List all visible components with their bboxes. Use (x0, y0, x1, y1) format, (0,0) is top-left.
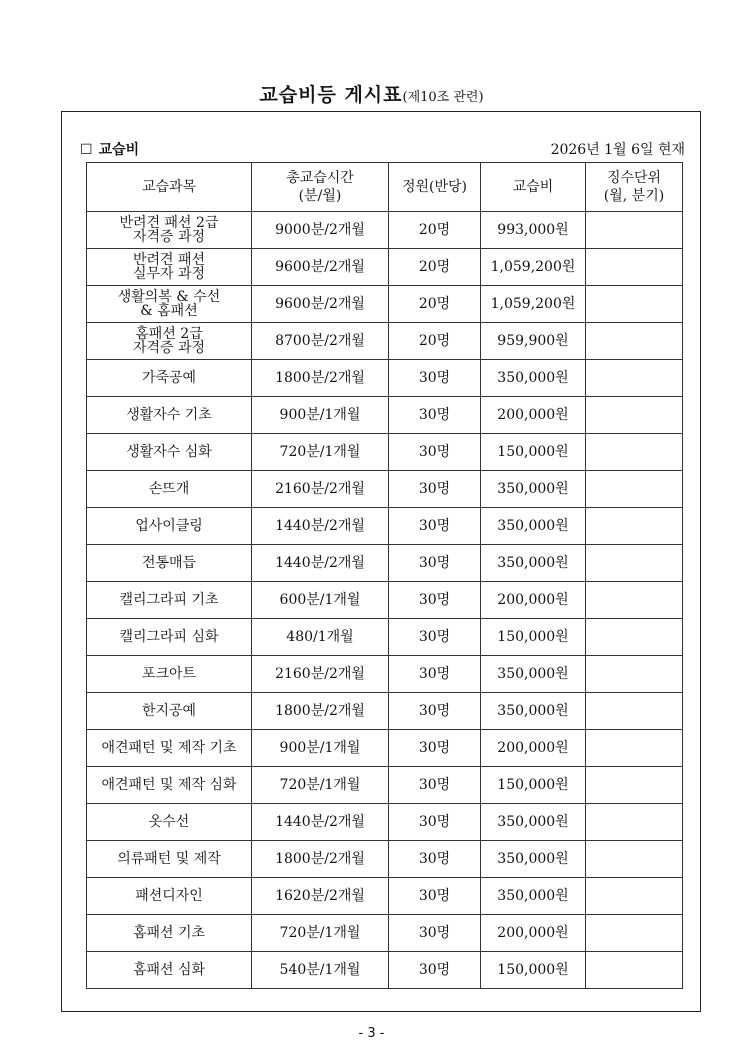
cell-total-time: 540분/1개월 (252, 952, 389, 989)
table-row (87, 841, 683, 878)
cell-fee: 350,000원 (481, 545, 586, 582)
table-row (87, 286, 683, 323)
cell-unit (586, 804, 683, 841)
cell-total-time: 720분/1개월 (252, 767, 389, 804)
title-main: 교습비등 게시표 (259, 84, 403, 106)
cell-capacity: 30명 (389, 878, 481, 915)
cell-total-time: 480/1개월 (252, 619, 389, 656)
header-unit-line1: 징수단위 (606, 170, 662, 186)
cell-capacity: 30명 (389, 582, 481, 619)
cell-unit (586, 952, 683, 989)
as-of-date: 2026년 1월 6일 현재 (550, 142, 685, 158)
cell-course: 옷수선 (87, 804, 252, 841)
cell-capacity: 30명 (389, 656, 481, 693)
cell-course: 홈패션 2급 자격증 과정 (87, 323, 252, 360)
table-row (87, 323, 683, 360)
title-sub: (제10조 관련) (402, 90, 484, 105)
cell-capacity: 30명 (389, 841, 481, 878)
table-row (87, 397, 683, 434)
table-row (87, 693, 683, 730)
table-row (87, 212, 683, 249)
cell-capacity: 30명 (389, 730, 481, 767)
header-course: 교습과목 (87, 163, 252, 212)
table-header-row (87, 163, 683, 212)
cell-unit (586, 582, 683, 619)
cell-capacity: 30명 (389, 434, 481, 471)
page-number: - 3 - (358, 1026, 385, 1041)
cell-total-time: 9600분/2개월 (252, 286, 389, 323)
cell-capacity: 30명 (389, 508, 481, 545)
table-row (87, 952, 683, 989)
cell-total-time: 1440분/2개월 (252, 545, 389, 582)
table-row (87, 804, 683, 841)
cell-unit (586, 212, 683, 249)
cell-unit (586, 915, 683, 952)
cell-total-time: 600분/1개월 (252, 582, 389, 619)
cell-course: 생활자수 기초 (87, 397, 252, 434)
cell-course: 애견패턴 및 제작 기초 (87, 730, 252, 767)
cell-total-time: 1620분/2개월 (252, 878, 389, 915)
table-row (87, 471, 683, 508)
cell-unit (586, 397, 683, 434)
cell-capacity: 30명 (389, 952, 481, 989)
cell-fee: 1,059,200원 (481, 286, 586, 323)
cell-unit (586, 360, 683, 397)
cell-fee: 150,000원 (481, 767, 586, 804)
cell-fee: 150,000원 (481, 619, 586, 656)
cell-capacity: 20명 (389, 323, 481, 360)
cell-unit (586, 767, 683, 804)
cell-fee: 350,000원 (481, 693, 586, 730)
cell-unit (586, 249, 683, 286)
cell-fee: 993,000원 (481, 212, 586, 249)
cell-capacity: 20명 (389, 286, 481, 323)
cell-total-time: 1440분/2개월 (252, 508, 389, 545)
table-row (87, 434, 683, 471)
cell-fee: 200,000원 (481, 397, 586, 434)
cell-total-time: 1800분/2개월 (252, 693, 389, 730)
cell-total-time: 9000분/2개월 (252, 212, 389, 249)
cell-capacity: 30명 (389, 619, 481, 656)
table-row (87, 619, 683, 656)
cell-capacity: 20명 (389, 212, 481, 249)
document-title (0, 80, 743, 107)
cell-fee: 350,000원 (481, 804, 586, 841)
header-unit-line2: (월, 분기) (603, 188, 665, 204)
cell-fee: 150,000원 (481, 434, 586, 471)
header-total-time (252, 163, 389, 212)
cell-capacity: 30명 (389, 545, 481, 582)
cell-fee: 1,059,200원 (481, 249, 586, 286)
checkbox-icon: ☐ (80, 142, 93, 158)
cell-unit (586, 545, 683, 582)
cell-course: 캘리그라피 심화 (87, 619, 252, 656)
table-row (87, 915, 683, 952)
cell-fee: 350,000원 (481, 508, 586, 545)
section-heading-label: 교습비 (98, 142, 140, 158)
cell-fee: 350,000원 (481, 878, 586, 915)
cell-total-time: 1800분/2개월 (252, 360, 389, 397)
header-unit (586, 163, 683, 212)
cell-course: 생활의복 & 수선 & 홈패션 (87, 286, 252, 323)
cell-course: 반려견 패션 실무자 과정 (87, 249, 252, 286)
header-capacity: 정원(반당) (389, 163, 481, 212)
cell-capacity: 20명 (389, 249, 481, 286)
cell-total-time: 1800분/2개월 (252, 841, 389, 878)
table-row (87, 582, 683, 619)
cell-fee: 959,900원 (481, 323, 586, 360)
cell-unit (586, 323, 683, 360)
cell-course: 손뜨개 (87, 471, 252, 508)
table-row (87, 767, 683, 804)
header-total-time-line2: (분/월) (298, 188, 342, 204)
cell-fee: 200,000원 (481, 730, 586, 767)
fee-table (86, 162, 683, 989)
cell-total-time: 8700분/2개월 (252, 323, 389, 360)
cell-total-time: 1440분/2개월 (252, 804, 389, 841)
cell-unit (586, 841, 683, 878)
cell-course: 생활자수 심화 (87, 434, 252, 471)
table-row (87, 656, 683, 693)
cell-total-time: 2160분/2개월 (252, 471, 389, 508)
cell-capacity: 30명 (389, 397, 481, 434)
cell-unit (586, 286, 683, 323)
cell-total-time: 900분/1개월 (252, 397, 389, 434)
header-fee: 교습비 (481, 163, 586, 212)
cell-fee: 350,000원 (481, 656, 586, 693)
cell-course: 애견패턴 및 제작 심화 (87, 767, 252, 804)
cell-unit (586, 693, 683, 730)
table-row (87, 730, 683, 767)
table-body (87, 212, 683, 989)
cell-fee: 350,000원 (481, 841, 586, 878)
cell-fee: 150,000원 (481, 952, 586, 989)
cell-total-time: 2160분/2개월 (252, 656, 389, 693)
cell-unit (586, 730, 683, 767)
cell-capacity: 30명 (389, 471, 481, 508)
cell-course: 패션디자인 (87, 878, 252, 915)
cell-capacity: 30명 (389, 767, 481, 804)
cell-unit (586, 878, 683, 915)
cell-course: 캘리그라피 기초 (87, 582, 252, 619)
cell-capacity: 30명 (389, 915, 481, 952)
section-heading (80, 139, 139, 159)
cell-fee: 200,000원 (481, 915, 586, 952)
cell-course: 한지공예 (87, 693, 252, 730)
cell-unit (586, 656, 683, 693)
cell-course: 전통매듭 (87, 545, 252, 582)
header-total-time-line1: 총교습시간 (286, 170, 354, 186)
cell-capacity: 30명 (389, 804, 481, 841)
cell-unit (586, 471, 683, 508)
cell-course: 가죽공예 (87, 360, 252, 397)
cell-fee: 350,000원 (481, 471, 586, 508)
cell-total-time: 720분/1개월 (252, 915, 389, 952)
cell-course: 의류패턴 및 제작 (87, 841, 252, 878)
cell-total-time: 9600분/2개월 (252, 249, 389, 286)
table-row (87, 878, 683, 915)
cell-fee: 200,000원 (481, 582, 586, 619)
cell-capacity: 30명 (389, 693, 481, 730)
cell-course: 업사이클링 (87, 508, 252, 545)
cell-total-time: 720분/1개월 (252, 434, 389, 471)
cell-course: 반려견 패션 2급 자격증 과정 (87, 212, 252, 249)
cell-unit (586, 619, 683, 656)
table-row (87, 508, 683, 545)
cell-unit (586, 508, 683, 545)
cell-unit (586, 434, 683, 471)
table-row (87, 545, 683, 582)
table-row (87, 360, 683, 397)
cell-course: 홈패션 심화 (87, 952, 252, 989)
cell-fee: 350,000원 (481, 360, 586, 397)
cell-course: 홈패션 기초 (87, 915, 252, 952)
cell-course: 포크아트 (87, 656, 252, 693)
table-row (87, 249, 683, 286)
cell-capacity: 30명 (389, 360, 481, 397)
cell-total-time: 900분/1개월 (252, 730, 389, 767)
